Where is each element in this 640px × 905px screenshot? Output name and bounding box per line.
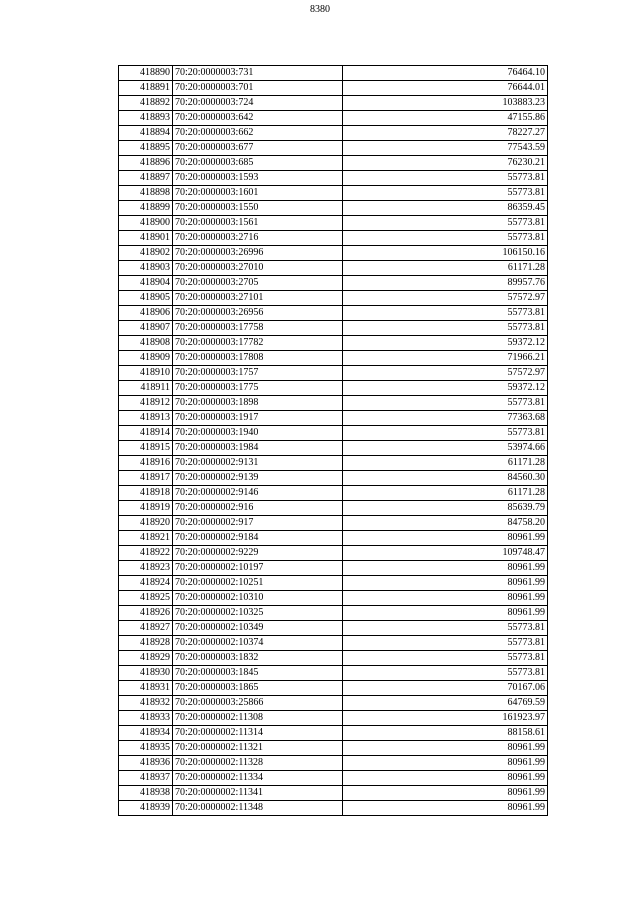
cadastral-number-cell: 70:20:0000003:662 — [173, 126, 343, 141]
cadastral-number-cell: 70:20:0000002:10197 — [173, 561, 343, 576]
cadastral-value-cell: 70167.06 — [343, 681, 548, 696]
cadastral-number-cell: 70:20:0000003:1898 — [173, 396, 343, 411]
row-number-cell: 418912 — [119, 396, 173, 411]
row-number-cell: 418901 — [119, 231, 173, 246]
cadastral-value-cell: 80961.99 — [343, 741, 548, 756]
cadastral-number-cell: 70:20:0000003:1593 — [173, 171, 343, 186]
cadastral-number-cell: 70:20:0000003:701 — [173, 81, 343, 96]
cadastral-number-cell: 70:20:0000003:1775 — [173, 381, 343, 396]
row-number-cell: 418890 — [119, 66, 173, 81]
row-number-cell: 418928 — [119, 636, 173, 651]
page-number: 8380 — [310, 4, 330, 15]
table-row — [119, 756, 548, 771]
cadastral-value-cell: 77543.59 — [343, 141, 548, 156]
table-row — [119, 336, 548, 351]
row-number-cell: 418926 — [119, 606, 173, 621]
table-row — [119, 456, 548, 471]
table-row — [119, 501, 548, 516]
table-row — [119, 231, 548, 246]
row-number-cell: 418932 — [119, 696, 173, 711]
cadastral-value-cell: 76644.01 — [343, 81, 548, 96]
cadastral-number-cell: 70:20:0000003:1865 — [173, 681, 343, 696]
cadastral-value-table — [118, 65, 548, 816]
cadastral-number-cell: 70:20:0000003:685 — [173, 156, 343, 171]
row-number-cell: 418899 — [119, 201, 173, 216]
row-number-cell: 418938 — [119, 786, 173, 801]
row-number-cell: 418930 — [119, 666, 173, 681]
cadastral-value-cell: 55773.81 — [343, 666, 548, 681]
cadastral-value-cell: 55773.81 — [343, 216, 548, 231]
table-row — [119, 621, 548, 636]
cadastral-value-cell: 80961.99 — [343, 756, 548, 771]
table-row — [119, 576, 548, 591]
cadastral-number-cell: 70:20:0000002:917 — [173, 516, 343, 531]
table-row — [119, 426, 548, 441]
table-row — [119, 381, 548, 396]
table-row — [119, 171, 548, 186]
row-number-cell: 418931 — [119, 681, 173, 696]
table-row — [119, 261, 548, 276]
cadastral-number-cell: 70:20:0000003:642 — [173, 111, 343, 126]
table-row — [119, 606, 548, 621]
table-row — [119, 186, 548, 201]
cadastral-number-cell: 70:20:0000002:11334 — [173, 771, 343, 786]
cadastral-value-cell: 161923.97 — [343, 711, 548, 726]
row-number-cell: 418892 — [119, 96, 173, 111]
row-number-cell: 418905 — [119, 291, 173, 306]
row-number-cell: 418919 — [119, 501, 173, 516]
cadastral-value-cell: 55773.81 — [343, 321, 548, 336]
cadastral-number-cell: 70:20:0000003:731 — [173, 66, 343, 81]
cadastral-number-cell: 70:20:0000002:10349 — [173, 621, 343, 636]
row-number-cell: 418933 — [119, 711, 173, 726]
table-row — [119, 351, 548, 366]
cadastral-number-cell: 70:20:0000002:916 — [173, 501, 343, 516]
cadastral-number-cell: 70:20:0000003:1984 — [173, 441, 343, 456]
row-number-cell: 418936 — [119, 756, 173, 771]
cadastral-number-cell: 70:20:0000003:1832 — [173, 651, 343, 666]
row-number-cell: 418895 — [119, 141, 173, 156]
cadastral-number-cell: 70:20:0000003:1845 — [173, 666, 343, 681]
cadastral-value-cell: 55773.81 — [343, 621, 548, 636]
row-number-cell: 418913 — [119, 411, 173, 426]
cadastral-value-cell: 106150.16 — [343, 246, 548, 261]
table-row — [119, 141, 548, 156]
table-row — [119, 666, 548, 681]
row-number-cell: 418904 — [119, 276, 173, 291]
row-number-cell: 418927 — [119, 621, 173, 636]
cadastral-value-cell: 86359.45 — [343, 201, 548, 216]
row-number-cell: 418897 — [119, 171, 173, 186]
cadastral-number-cell: 70:20:0000003:1757 — [173, 366, 343, 381]
row-number-cell: 418925 — [119, 591, 173, 606]
row-number-cell: 418909 — [119, 351, 173, 366]
table-row — [119, 711, 548, 726]
cadastral-value-cell: 59372.12 — [343, 381, 548, 396]
table-row — [119, 471, 548, 486]
table-row — [119, 81, 548, 96]
table-row — [119, 801, 548, 816]
row-number-cell: 418908 — [119, 336, 173, 351]
table-row — [119, 591, 548, 606]
table-row — [119, 726, 548, 741]
cadastral-number-cell: 70:20:0000003:1940 — [173, 426, 343, 441]
cadastral-value-cell: 78227.27 — [343, 126, 548, 141]
table-row — [119, 681, 548, 696]
cadastral-value-cell: 103883.23 — [343, 96, 548, 111]
table-row — [119, 306, 548, 321]
table-row — [119, 291, 548, 306]
table-row — [119, 531, 548, 546]
row-number-cell: 418907 — [119, 321, 173, 336]
row-number-cell: 418929 — [119, 651, 173, 666]
table-row — [119, 636, 548, 651]
cadastral-value-cell: 80961.99 — [343, 576, 548, 591]
cadastral-number-cell: 70:20:0000002:9146 — [173, 486, 343, 501]
cadastral-value-cell: 55773.81 — [343, 426, 548, 441]
row-number-cell: 418922 — [119, 546, 173, 561]
cadastral-value-cell: 55773.81 — [343, 186, 548, 201]
cadastral-value-cell: 76464.10 — [343, 66, 548, 81]
cadastral-value-cell: 55773.81 — [343, 651, 548, 666]
cadastral-value-cell: 80961.99 — [343, 801, 548, 816]
row-number-cell: 418915 — [119, 441, 173, 456]
row-number-cell: 418900 — [119, 216, 173, 231]
row-number-cell: 418914 — [119, 426, 173, 441]
cadastral-value-cell: 77363.68 — [343, 411, 548, 426]
row-number-cell: 418894 — [119, 126, 173, 141]
table-row — [119, 156, 548, 171]
row-number-cell: 418923 — [119, 561, 173, 576]
cadastral-number-cell: 70:20:0000003:1561 — [173, 216, 343, 231]
cadastral-value-cell: 88158.61 — [343, 726, 548, 741]
row-number-cell: 418910 — [119, 366, 173, 381]
cadastral-value-cell: 57572.97 — [343, 366, 548, 381]
table-row — [119, 276, 548, 291]
cadastral-number-cell: 70:20:0000003:2716 — [173, 231, 343, 246]
cadastral-number-cell: 70:20:0000002:10310 — [173, 591, 343, 606]
cadastral-value-cell: 109748.47 — [343, 546, 548, 561]
cadastral-number-cell: 70:20:0000002:10251 — [173, 576, 343, 591]
cadastral-value-cell: 53974.66 — [343, 441, 548, 456]
table-row — [119, 366, 548, 381]
cadastral-value-cell: 57572.97 — [343, 291, 548, 306]
cadastral-value-cell: 89957.76 — [343, 276, 548, 291]
table-row — [119, 216, 548, 231]
cadastral-value-cell: 61171.28 — [343, 456, 548, 471]
cadastral-number-cell: 70:20:0000002:10325 — [173, 606, 343, 621]
cadastral-number-cell: 70:20:0000003:1550 — [173, 201, 343, 216]
cadastral-number-cell: 70:20:0000003:27010 — [173, 261, 343, 276]
row-number-cell: 418893 — [119, 111, 173, 126]
table-row — [119, 696, 548, 711]
table-row — [119, 546, 548, 561]
row-number-cell: 418916 — [119, 456, 173, 471]
table-row — [119, 396, 548, 411]
cadastral-number-cell: 70:20:0000003:27101 — [173, 291, 343, 306]
table-row — [119, 126, 548, 141]
cadastral-value-cell: 80961.99 — [343, 561, 548, 576]
cadastral-value-cell: 80961.99 — [343, 771, 548, 786]
row-number-cell: 418896 — [119, 156, 173, 171]
cadastral-number-cell: 70:20:0000003:724 — [173, 96, 343, 111]
cadastral-number-cell: 70:20:0000002:11308 — [173, 711, 343, 726]
table-row — [119, 741, 548, 756]
row-number-cell: 418917 — [119, 471, 173, 486]
table-row — [119, 321, 548, 336]
cadastral-value-cell: 85639.79 — [343, 501, 548, 516]
cadastral-value-cell: 80961.99 — [343, 786, 548, 801]
cadastral-value-cell: 59372.12 — [343, 336, 548, 351]
row-number-cell: 418937 — [119, 771, 173, 786]
table-row — [119, 246, 548, 261]
cadastral-number-cell: 70:20:0000002:11321 — [173, 741, 343, 756]
table-row — [119, 561, 548, 576]
cadastral-number-cell: 70:20:0000002:9184 — [173, 531, 343, 546]
row-number-cell: 418920 — [119, 516, 173, 531]
cadastral-value-cell: 55773.81 — [343, 171, 548, 186]
table-row — [119, 651, 548, 666]
cadastral-number-cell: 70:20:0000003:1601 — [173, 186, 343, 201]
row-number-cell: 418939 — [119, 801, 173, 816]
row-number-cell: 418891 — [119, 81, 173, 96]
cadastral-number-cell: 70:20:0000002:11348 — [173, 801, 343, 816]
cadastral-number-cell: 70:20:0000003:2705 — [173, 276, 343, 291]
row-number-cell: 418902 — [119, 246, 173, 261]
table-row — [119, 486, 548, 501]
table-body — [119, 66, 548, 816]
row-number-cell: 418906 — [119, 306, 173, 321]
cadastral-value-cell: 55773.81 — [343, 306, 548, 321]
cadastral-value-cell: 80961.99 — [343, 606, 548, 621]
row-number-cell: 418924 — [119, 576, 173, 591]
table-row — [119, 771, 548, 786]
cadastral-number-cell: 70:20:0000003:17782 — [173, 336, 343, 351]
cadastral-value-cell: 84560.30 — [343, 471, 548, 486]
cadastral-value-cell: 61171.28 — [343, 486, 548, 501]
cadastral-number-cell: 70:20:0000002:11328 — [173, 756, 343, 771]
cadastral-value-cell: 55773.81 — [343, 231, 548, 246]
table-row — [119, 516, 548, 531]
cadastral-number-cell: 70:20:0000003:26996 — [173, 246, 343, 261]
cadastral-number-cell: 70:20:0000002:9139 — [173, 471, 343, 486]
table-row — [119, 411, 548, 426]
cadastral-number-cell: 70:20:0000002:11314 — [173, 726, 343, 741]
cadastral-value-cell: 47155.86 — [343, 111, 548, 126]
cadastral-number-cell: 70:20:0000002:9131 — [173, 456, 343, 471]
row-number-cell: 418903 — [119, 261, 173, 276]
cadastral-number-cell: 70:20:0000003:677 — [173, 141, 343, 156]
cadastral-value-cell: 80961.99 — [343, 591, 548, 606]
cadastral-number-cell: 70:20:0000003:25866 — [173, 696, 343, 711]
cadastral-number-cell: 70:20:0000003:1917 — [173, 411, 343, 426]
row-number-cell: 418921 — [119, 531, 173, 546]
row-number-cell: 418918 — [119, 486, 173, 501]
cadastral-number-cell: 70:20:0000003:17808 — [173, 351, 343, 366]
cadastral-number-cell: 70:20:0000003:17758 — [173, 321, 343, 336]
cadastral-number-cell: 70:20:0000002:11341 — [173, 786, 343, 801]
row-number-cell: 418935 — [119, 741, 173, 756]
table-row — [119, 111, 548, 126]
table-row — [119, 66, 548, 81]
cadastral-number-cell: 70:20:0000002:9229 — [173, 546, 343, 561]
row-number-cell: 418934 — [119, 726, 173, 741]
cadastral-value-cell: 80961.99 — [343, 531, 548, 546]
table-row — [119, 96, 548, 111]
table-row — [119, 441, 548, 456]
row-number-cell: 418898 — [119, 186, 173, 201]
row-number-cell: 418911 — [119, 381, 173, 396]
cadastral-number-cell: 70:20:0000003:26956 — [173, 306, 343, 321]
cadastral-value-cell: 84758.20 — [343, 516, 548, 531]
table-row — [119, 786, 548, 801]
cadastral-value-cell: 71966.21 — [343, 351, 548, 366]
cadastral-value-cell: 76230.21 — [343, 156, 548, 171]
cadastral-value-cell: 55773.81 — [343, 636, 548, 651]
cadastral-value-cell: 61171.28 — [343, 261, 548, 276]
cadastral-number-cell: 70:20:0000002:10374 — [173, 636, 343, 651]
cadastral-value-cell: 55773.81 — [343, 396, 548, 411]
table-row — [119, 201, 548, 216]
cadastral-value-cell: 64769.59 — [343, 696, 548, 711]
